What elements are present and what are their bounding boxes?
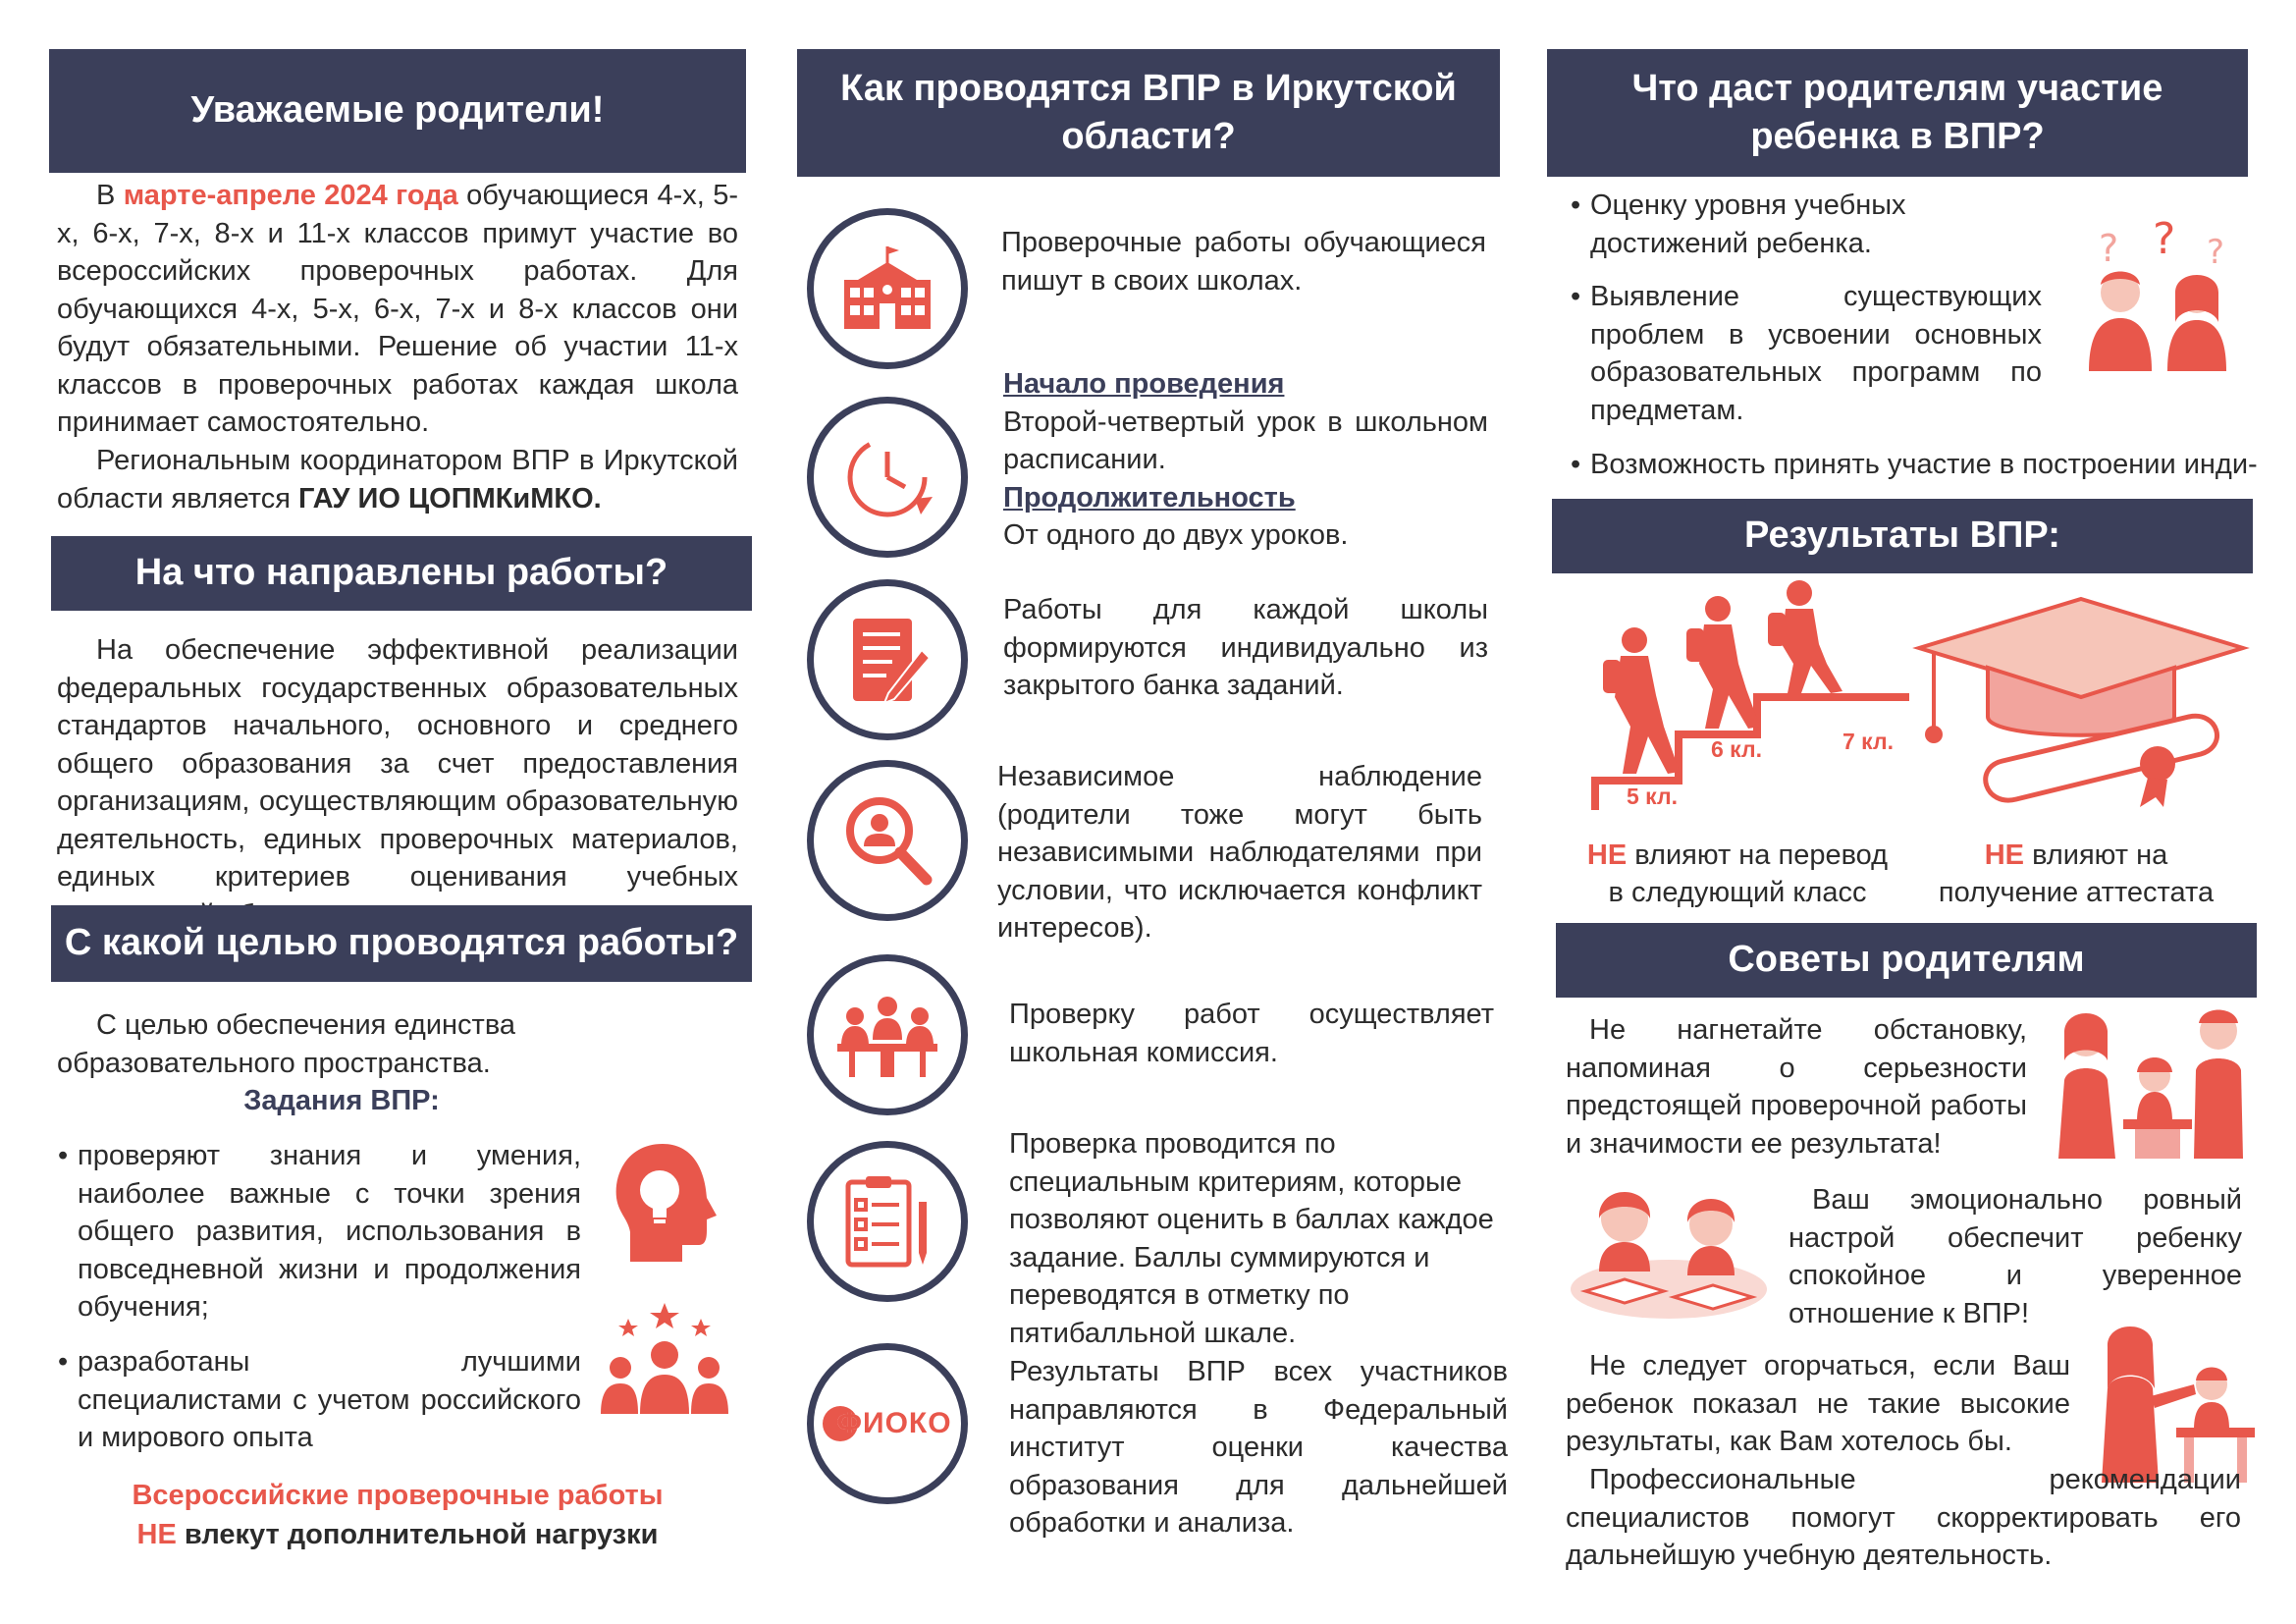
commission-text: Проверку работ осуществляет школьная комиссия. — [1009, 999, 1494, 1068]
clipboard-criteria-icon — [838, 1172, 936, 1271]
result-caption-transfer: НЕ влияют на перевод в следующий класс — [1586, 839, 1889, 908]
benefit-bullet-2: • Выявление существующих проблем в усвоении основных образовательных программ по предметам. — [1571, 281, 2042, 426]
experts-icon — [599, 1301, 731, 1419]
parents-question-illustration — [2059, 214, 2256, 371]
criteria-text: Проверка проводится по специальным критериям, которые позволяют оценить в баллах каждое задание. Баллы суммируются и переводятся в отметку по пятибалльной шкале. — [1009, 1128, 1494, 1349]
svg-text:?: ? — [2207, 233, 2225, 272]
benefit-bullet-3: • Возможность принять участие в построении инди- — [1571, 449, 2258, 480]
checklist-pen-icon — [843, 611, 932, 709]
school-icon-circle — [807, 208, 968, 369]
goal-paragraph: С целью обеспечения единства образовательного пространства. — [57, 1009, 516, 1079]
walking-students-icon — [1585, 579, 1909, 815]
fioko-logo: ФИОКО — [823, 1406, 951, 1441]
header-aim: На что направлены работы? — [51, 536, 752, 611]
benefit-bullet-1: • Оценку уровня учебных достижений ребенка. — [1571, 189, 1906, 259]
clock-icon-circle — [807, 397, 968, 558]
step-7-label: 7 кл. — [1842, 729, 1894, 754]
advice-1: Не нагнетайте обстановку, напоминая о серьезности предстоящей проверочной работы и значимости ее результата! — [1566, 1014, 2027, 1160]
task-bullet-2: • разработаны лучшими специалистами с учетом российского и мирового опыта — [58, 1346, 581, 1453]
advice-3: Не следует огорчаться, если Ваш ребенок показал не такие высокие результаты, как Вам хотелось бы. — [1566, 1350, 2070, 1457]
children-reading-illustration — [1566, 1173, 1772, 1321]
lightbulb-head-icon — [609, 1139, 726, 1267]
timing-block: Начало проведения Второй-четвертый урок в школьном расписании. Продолжительность От одного до двух уроков. — [1003, 368, 1488, 551]
header-results: Результаты ВПР: — [1552, 499, 2253, 573]
svg-text:?: ? — [2099, 227, 2119, 270]
footer-note: Всероссийские проверочные работы НЕ влекут дополнительной нагрузки — [132, 1480, 664, 1550]
school-icon — [838, 244, 936, 333]
graduation-cap-diploma-icon — [1914, 589, 2248, 810]
svg-text:?: ? — [2153, 214, 2176, 264]
checklist-pen-icon-circle — [807, 579, 968, 740]
intro-paragraph: В марте-апреле 2024 года обучающиеся 4-х, 5-х, 6-х, 7-х, 8-х и 11-х классов примут участие во всероссийских проверочных работах. Для обучающихся 4-х, 5-х, 6-х, 7-х и 8-х классов они будут обязательными. Решение об участии 11-х классов в проверочных работах каждая школа принимает самостоятельно. — [57, 180, 738, 438]
clock-icon — [838, 428, 936, 526]
parents-child-illustration — [2047, 1001, 2258, 1159]
tasks-bank-text: Работы для каждой школы формируются индивидуально из закрытого банка заданий. — [1003, 594, 1488, 701]
header-advice: Советы родителям — [1556, 923, 2257, 998]
header-how-conducted: Как проводятся ВПР в Иркутской области? — [797, 49, 1500, 177]
header-goal: С какой целью проводятся работы? — [51, 905, 752, 982]
result-caption-certificate: НЕ влияют на получение аттестата — [1938, 839, 2215, 908]
fioko-logo-circle — [807, 1343, 968, 1504]
where-text: Проверочные работы обучающиеся пишут в своих школах. — [1001, 227, 1486, 297]
aim-paragraph: На обеспечение эффективной реализации федеральных государственных образовательных стандартов начального, основного и среднего общего образования за счет предоставления организациям, осуществляющим образовательную деятельность, единых проверочных материалов, единых критериев оценивания учебных — [57, 634, 738, 893]
observation-text: Независимое наблюдение (родители тоже могут быть независимыми наблюдателями при условии, что исключается конфликт интересов). — [997, 761, 1482, 944]
header-parents-benefit: Что даст родителям участие ребенка в ВПР? — [1547, 49, 2248, 177]
magnifier-person-icon-circle — [807, 760, 968, 921]
coordinator-paragraph: Региональным координатором ВПР в Иркутской области является ГАУ ИО ЦОПМКиМКО. — [57, 445, 738, 514]
tasks-title: Задания ВПР: — [243, 1085, 440, 1116]
teacher-student-illustration — [2086, 1316, 2258, 1483]
clipboard-criteria-icon-circle — [807, 1141, 968, 1302]
step-6-label: 6 кл. — [1711, 736, 1762, 762]
commission-icon-circle — [807, 954, 968, 1115]
commission-icon — [833, 991, 941, 1079]
step-5-label: 5 кл. — [1627, 784, 1678, 809]
results-sent-text: Результаты ВПР всех участников направляются в Федеральный институт оценки качества образования для дальнейшей обработки и анализа. — [1009, 1356, 1508, 1539]
advice-2: Ваш эмоционально ровный настрой обеспечит ребенку спокойное и уверенное отношение к ВПР! — [1789, 1184, 2242, 1329]
task-bullet-1: • проверяют знания и умения, наиболее важные с точки зрения общего развития, использования в повседневной жизни и продолжения обучения; — [58, 1140, 581, 1323]
header-dear-parents: Уважаемые родители! — [49, 49, 746, 173]
magnifier-person-icon — [838, 791, 936, 890]
advice-4: Профессиональные рекомендации специалистов помогут скорректировать его дальнейшую учебную деятельность. — [1566, 1464, 2241, 1571]
